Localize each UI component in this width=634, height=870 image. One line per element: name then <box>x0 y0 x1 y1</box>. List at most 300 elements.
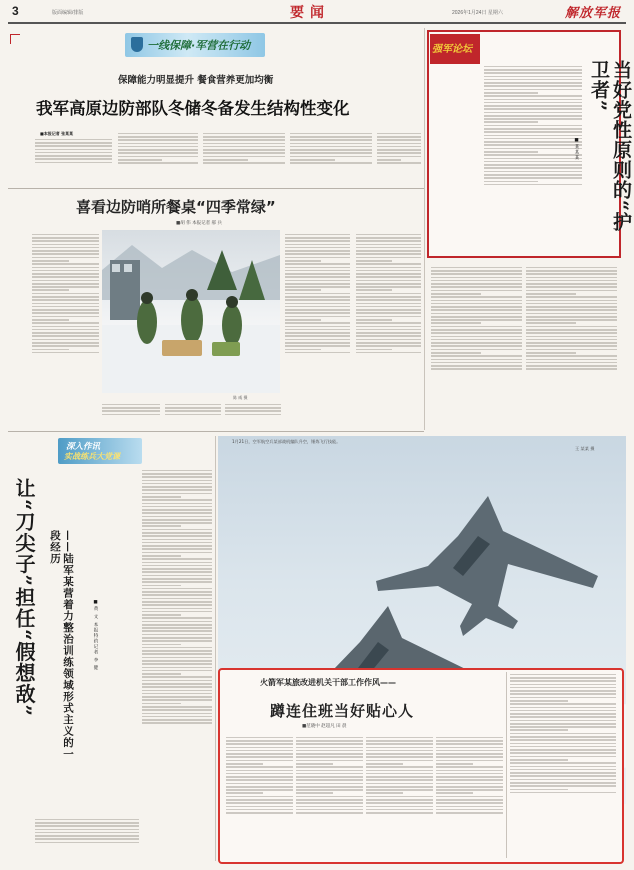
text-line <box>296 796 363 798</box>
text-line <box>296 809 363 811</box>
text-line <box>356 299 421 301</box>
text-line <box>142 512 212 514</box>
text-line <box>510 789 568 791</box>
text-line <box>356 280 421 282</box>
article2-byline: ■胡 伟 本报记者 郝 兵 <box>176 221 222 226</box>
article2-col3 <box>165 402 221 422</box>
text-line <box>484 171 582 173</box>
section-banner-training <box>58 438 142 464</box>
text-line <box>142 640 212 642</box>
text-line <box>484 177 582 179</box>
text-line <box>32 273 99 275</box>
text-line <box>285 352 350 354</box>
text-line <box>142 624 212 626</box>
text-line <box>285 303 350 305</box>
column-divider <box>506 672 507 858</box>
text-line <box>32 349 69 351</box>
text-line <box>484 82 582 84</box>
text-line <box>35 825 139 827</box>
text-line <box>484 167 582 169</box>
text-line <box>526 345 617 347</box>
text-line <box>165 410 221 412</box>
text-line <box>32 280 99 282</box>
text-line <box>32 247 99 249</box>
text-line <box>484 148 582 150</box>
text-line <box>431 368 522 370</box>
text-line <box>484 121 538 123</box>
text-line <box>510 756 616 758</box>
text-line <box>225 414 281 416</box>
text-line <box>526 306 617 308</box>
text-line <box>510 693 616 695</box>
text-line <box>32 339 99 341</box>
masthead-logo: 解放军报 <box>565 6 622 21</box>
text-line <box>142 703 181 705</box>
text-line <box>526 359 617 361</box>
text-line <box>35 158 112 160</box>
text-line <box>226 750 293 752</box>
text-line <box>142 696 212 698</box>
text-line <box>484 85 582 87</box>
text-line <box>436 809 503 811</box>
text-line <box>226 799 293 801</box>
text-line <box>296 760 363 762</box>
text-line <box>32 276 99 278</box>
text-line <box>142 548 212 550</box>
text-line <box>290 152 372 154</box>
text-line <box>510 769 616 771</box>
text-line <box>436 802 503 804</box>
text-line <box>142 667 212 669</box>
text-line <box>436 756 503 758</box>
text-line <box>526 362 617 364</box>
text-line <box>356 345 421 347</box>
text-line <box>142 706 212 708</box>
text-line <box>431 316 522 318</box>
text-line <box>526 336 617 338</box>
text-line <box>285 253 350 255</box>
text-line <box>436 760 503 762</box>
article4-col1 <box>226 735 293 857</box>
text-line <box>142 476 212 478</box>
text-line <box>526 293 576 295</box>
text-line <box>285 306 350 308</box>
text-line <box>510 759 568 761</box>
header-rule <box>8 22 626 24</box>
text-line <box>35 152 112 154</box>
text-line <box>366 756 433 758</box>
text-line <box>102 410 160 412</box>
text-line <box>35 145 112 147</box>
text-line <box>285 319 321 321</box>
text-line <box>484 115 582 117</box>
text-line <box>366 792 403 794</box>
text-line <box>32 309 99 311</box>
article1-col1 <box>35 137 112 181</box>
text-line <box>225 410 281 412</box>
text-line <box>296 756 363 758</box>
text-line <box>356 332 421 334</box>
text-line <box>431 359 522 361</box>
text-line <box>142 529 212 531</box>
text-line <box>356 335 421 337</box>
article4-kicker: 火箭军某旅改进机关干部工作作风—— <box>260 678 396 687</box>
text-line <box>142 621 212 623</box>
text-line <box>35 139 112 141</box>
text-line <box>484 99 582 101</box>
text-line <box>226 756 293 758</box>
text-line <box>484 154 582 156</box>
text-line <box>142 568 212 570</box>
text-line <box>356 276 421 278</box>
text-line <box>285 329 350 331</box>
text-line <box>436 773 503 775</box>
banner-title: 一线保障·军营在行动 <box>147 39 251 52</box>
text-line <box>526 296 617 298</box>
text-line <box>436 789 503 791</box>
text-line <box>203 136 285 138</box>
text-line <box>203 133 285 135</box>
article2-headline: 喜看边防哨所餐桌“四季常绿” <box>76 198 276 216</box>
text-line <box>526 270 617 272</box>
text-line <box>510 723 616 725</box>
text-line <box>484 112 582 114</box>
text-line <box>142 591 212 593</box>
text-line <box>142 535 212 537</box>
text-line <box>32 240 99 242</box>
text-line <box>142 473 212 475</box>
text-line <box>35 142 112 144</box>
text-line <box>290 146 372 148</box>
text-line <box>436 792 473 794</box>
text-line <box>142 575 212 577</box>
text-line <box>377 146 421 148</box>
text-line <box>32 332 99 334</box>
text-line <box>484 131 582 133</box>
text-line <box>142 525 181 527</box>
text-line <box>32 270 99 272</box>
text-line <box>32 342 99 344</box>
text-line <box>142 676 212 678</box>
text-line <box>484 118 582 120</box>
text-line <box>366 789 433 791</box>
text-line <box>165 407 221 409</box>
text-line <box>142 499 212 501</box>
text-line <box>142 601 212 603</box>
text-line <box>35 832 139 834</box>
article2-col2 <box>102 402 160 422</box>
text-line <box>431 313 522 315</box>
text-line <box>285 345 350 347</box>
text-line <box>431 300 522 302</box>
text-line <box>356 273 421 275</box>
text-line <box>436 763 473 765</box>
text-line <box>431 296 522 298</box>
text-line <box>526 326 617 328</box>
text-line <box>377 139 421 141</box>
text-line <box>285 335 350 337</box>
text-line <box>285 270 350 272</box>
text-line <box>431 303 522 305</box>
text-line <box>32 263 99 265</box>
text-line <box>356 263 421 265</box>
text-line <box>296 783 363 785</box>
text-line <box>431 362 522 364</box>
text-line <box>526 290 617 292</box>
text-line <box>290 136 372 138</box>
text-line <box>142 562 212 564</box>
text-line <box>142 532 212 534</box>
text-line <box>290 149 372 151</box>
text-line <box>226 789 293 791</box>
text-line <box>356 303 421 305</box>
text-line <box>366 779 433 781</box>
text-line <box>118 136 198 138</box>
text-line <box>290 143 372 145</box>
article2-col1 <box>32 232 99 417</box>
text-line <box>142 699 212 701</box>
text-line <box>118 156 198 158</box>
text-line <box>484 151 538 153</box>
text-line <box>366 753 433 755</box>
text-line <box>431 290 522 292</box>
column-divider <box>424 28 425 430</box>
text-line <box>366 776 433 778</box>
text-line <box>510 700 568 702</box>
text-line <box>356 283 421 285</box>
article2-col6 <box>356 232 421 418</box>
text-line <box>142 722 212 724</box>
text-line <box>285 267 350 269</box>
text-line <box>203 159 248 161</box>
border-post-snow-photo <box>102 230 280 393</box>
text-line <box>431 365 522 367</box>
text-line <box>32 303 99 305</box>
text-line <box>142 690 212 692</box>
banner2-line2: 实战练兵大党课 <box>64 452 120 461</box>
text-line <box>118 152 198 154</box>
text-line <box>35 822 139 824</box>
text-line <box>118 146 198 148</box>
text-line <box>431 326 522 328</box>
text-line <box>35 162 112 164</box>
text-line <box>484 135 582 137</box>
text-line <box>142 650 212 652</box>
text-line <box>431 286 522 288</box>
text-line <box>366 773 433 775</box>
text-line <box>484 89 582 91</box>
text-line <box>526 286 617 288</box>
text-line <box>296 743 363 745</box>
text-line <box>285 280 350 282</box>
column-divider <box>215 436 216 861</box>
text-line <box>431 267 522 269</box>
text-line <box>356 253 421 255</box>
text-line <box>296 770 363 772</box>
text-line <box>226 753 293 755</box>
text-line <box>226 806 293 808</box>
text-line <box>226 786 293 788</box>
text-line <box>296 750 363 752</box>
text-line <box>356 349 392 351</box>
article1-headline: 我军高原边防部队冬储冬备发生结构性变化 <box>36 99 350 118</box>
text-line <box>142 611 212 613</box>
forum-continued-col2 <box>526 265 617 425</box>
jet-photo-caption: 1月21日，空军航空兵某部战机编队升空，锤炼飞行技能。 <box>232 439 341 444</box>
text-line <box>285 332 350 334</box>
text-line <box>510 779 616 781</box>
text-line <box>356 257 421 259</box>
text-line <box>32 234 99 236</box>
text-line <box>296 786 363 788</box>
text-line <box>118 143 198 145</box>
text-line <box>366 763 403 765</box>
article3-byline: ■黄 文 本报特约记者 李 健 <box>93 600 98 671</box>
forum-banner-title: 强军论坛 <box>432 44 472 55</box>
article3-headline: 让“刀尖子”担任“假想敌” <box>12 478 36 718</box>
text-line <box>431 309 522 311</box>
text-line <box>510 716 616 718</box>
text-line <box>526 319 617 321</box>
text-line <box>226 760 293 762</box>
corner-rule <box>10 34 11 44</box>
forum-continued-col1 <box>431 265 522 425</box>
text-line <box>285 316 350 318</box>
text-line <box>203 149 285 151</box>
text-line <box>296 779 363 781</box>
text-line <box>510 710 616 712</box>
text-line <box>296 737 363 739</box>
text-line <box>285 247 350 249</box>
article1-byline: ■本报记者 张某某 <box>40 131 74 136</box>
text-line <box>510 785 616 787</box>
forum-title: 当好党性原则的“护卫者” <box>588 60 632 232</box>
text-line <box>366 743 433 745</box>
text-line <box>431 332 522 334</box>
text-line <box>436 779 503 781</box>
text-line <box>142 634 212 636</box>
text-line <box>356 339 421 341</box>
text-line <box>285 286 350 288</box>
text-line <box>484 128 582 130</box>
text-line <box>285 322 350 324</box>
text-line <box>226 737 293 739</box>
text-line <box>142 509 212 511</box>
text-line <box>32 250 99 252</box>
text-line <box>484 181 538 183</box>
text-line <box>142 496 181 498</box>
text-line <box>142 552 212 554</box>
text-line <box>35 842 139 844</box>
text-line <box>32 283 99 285</box>
text-line <box>142 545 212 547</box>
article2-col4 <box>225 402 281 422</box>
text-line <box>296 763 333 765</box>
text-line <box>290 162 372 164</box>
text-line <box>377 152 421 154</box>
text-line <box>32 267 99 269</box>
text-line <box>356 260 392 262</box>
text-line <box>356 289 392 291</box>
text-line <box>510 772 616 774</box>
text-line <box>484 76 582 78</box>
text-line <box>431 352 481 354</box>
text-line <box>32 312 99 314</box>
text-line <box>296 806 363 808</box>
text-line <box>296 766 363 768</box>
text-line <box>510 729 568 731</box>
shield-icon <box>131 37 143 52</box>
text-line <box>142 663 212 665</box>
text-line <box>436 753 503 755</box>
text-line <box>142 503 212 505</box>
article4-byline: ■范晓中 赵超凡 田 晨 <box>302 724 347 729</box>
text-line <box>377 156 421 158</box>
issue-date: 2026年1月24日 星期六 <box>452 10 503 16</box>
text-line <box>35 838 139 840</box>
text-line <box>142 670 212 672</box>
text-line <box>203 152 285 154</box>
text-line <box>431 345 522 347</box>
text-line <box>118 162 198 164</box>
text-line <box>142 480 212 482</box>
text-line <box>142 653 212 655</box>
text-line <box>484 141 582 143</box>
text-line <box>285 240 350 242</box>
text-line <box>526 339 617 341</box>
text-line <box>285 326 350 328</box>
text-line <box>436 743 503 745</box>
article2-col5 <box>285 232 350 418</box>
text-line <box>142 604 212 606</box>
text-line <box>484 161 582 163</box>
text-line <box>526 342 617 344</box>
text-line <box>285 293 350 295</box>
text-line <box>356 293 421 295</box>
text-line <box>356 237 421 239</box>
text-line <box>510 766 616 768</box>
text-line <box>142 585 181 587</box>
text-line <box>226 770 293 772</box>
text-line <box>431 293 481 295</box>
text-line <box>296 753 363 755</box>
text-line <box>142 680 212 682</box>
text-line <box>510 752 616 754</box>
text-line <box>366 750 433 752</box>
text-line <box>356 267 421 269</box>
text-line <box>285 339 350 341</box>
text-line <box>142 522 212 524</box>
text-line <box>32 322 99 324</box>
text-line <box>32 329 99 331</box>
text-line <box>142 660 212 662</box>
photo-credit: 陈 威 摄 <box>233 395 248 400</box>
text-line <box>510 762 616 764</box>
text-line <box>510 733 616 735</box>
text-line <box>510 736 616 738</box>
text-line <box>436 806 503 808</box>
text-line <box>484 79 582 81</box>
text-line <box>377 159 401 161</box>
text-line <box>285 257 350 259</box>
text-line <box>510 690 616 692</box>
text-line <box>377 149 421 151</box>
text-line <box>226 776 293 778</box>
text-line <box>356 296 421 298</box>
text-line <box>377 162 421 164</box>
text-line <box>510 792 616 794</box>
text-line <box>226 809 293 811</box>
